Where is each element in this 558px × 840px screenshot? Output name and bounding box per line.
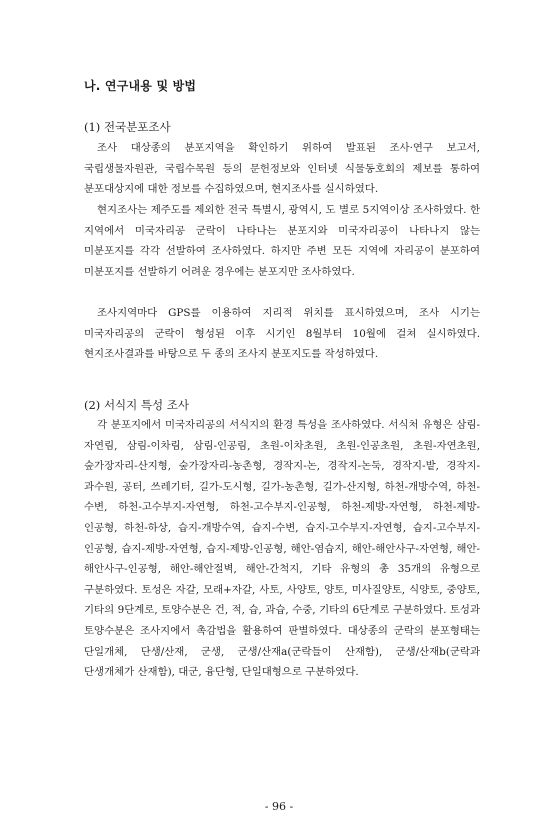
paragraph-survey-2: 현지조사는 제주도를 제외한 전국 특별시, 광역시, 도 별로 5지역이상 조사하였다. 한 지역에서 미국자리공 군락이 나타나는 분포지와 미국자리공이 나타나지 않는 미분포지를 각각 선발하여 조사하였다. 하지만 주변 모든 지역에 자리공이 분포하여 미분포지를 선발하기 어려운 경우에는 분포지만 조사하였다. <box>84 204 480 278</box>
subsection-heading-survey: (1) 전국분포조사 <box>84 120 171 134</box>
paragraph-habitat-1: 각 분포지에서 미국자리공의 서식지의 환경 특성을 조사하였다. 서식처 유형은 삼림-자연림, 삼림-이차림, 삼림-인공림, 초원-이차초원, 초원-인공초원, 초원-자연초원, 숲가장자리-산지형, 숲가장자리-농촌형, 경작지-논, 경작지-논둑, 경작지-밭, 경작지-과수원, 공터, 쓰레기터, 길가-도시형, 길가-농촌형, 길가-산지형, 하천-개방수역, 하천-수변, 하천-고수부지-자연형, 하천-고수부지-인공형, 하천-제방-자연형, 하천-제방-인공형, 하천-하상, 습지-개방수역, 습지-수변, 습지-고수부지-자연형, 습지-고수부지-인공형, 습지-제방-자연형, 습지-제방-인공형, 해안-염습지, 해안-해안사구-자연형, 해안-해안사구-인공형, 해안-해안절벽, 해안-간척지, 기타 유형의 총 35개의 유형으로 구분하였다. 토성은 자갈, 모래+자갈, 사토, 사양토, 양토, 미사질양토, 식양토, 중양토, 기타의 9단계로, 토양수분은 건, 적, 습, 과습, 수중, 기타의 6단계로 구분하였다. 토성과 토양수분은 조사지에서 촉감법을 활용하여 판별하였다. 대상종의 군락의 분포형태는 단일개체, 단생/산재, 군생, 군생/산재a(군락들이 산재함), 군생/산재b(군락과 단생개체가 산재함), 대군, 융단형, 단일대형으로 구분하였다. <box>84 419 480 679</box>
section-title: 나. 연구내용 및 방법 <box>84 79 197 93</box>
subsection-heading-habitat: (2) 서식지 특성 조사 <box>84 398 190 412</box>
paragraph-survey-3: 조사지역마다 GPS를 이용하여 지리적 위치를 표시하였으며, 조사 시기는 미국자리공의 군락이 형성된 이후 시기인 8월부터 10월에 걸쳐 실시하였다. 현지조사결과를 바탕으로 두 종의 조사지 분포지도를 작성하였다. <box>84 307 480 361</box>
paragraph-survey-1: 조사 대상종의 분포지역을 확인하기 위하여 발표된 조사·연구 보고서, 국립생물자원관, 국립수목원 등의 문헌정보와 인터넷 식물동호회의 제보를 통하여 분포대상지에 대한 정보를 수집하였으며, 현지조사를 실시하였다. <box>84 142 480 196</box>
page-number: - 96 - <box>264 800 294 813</box>
